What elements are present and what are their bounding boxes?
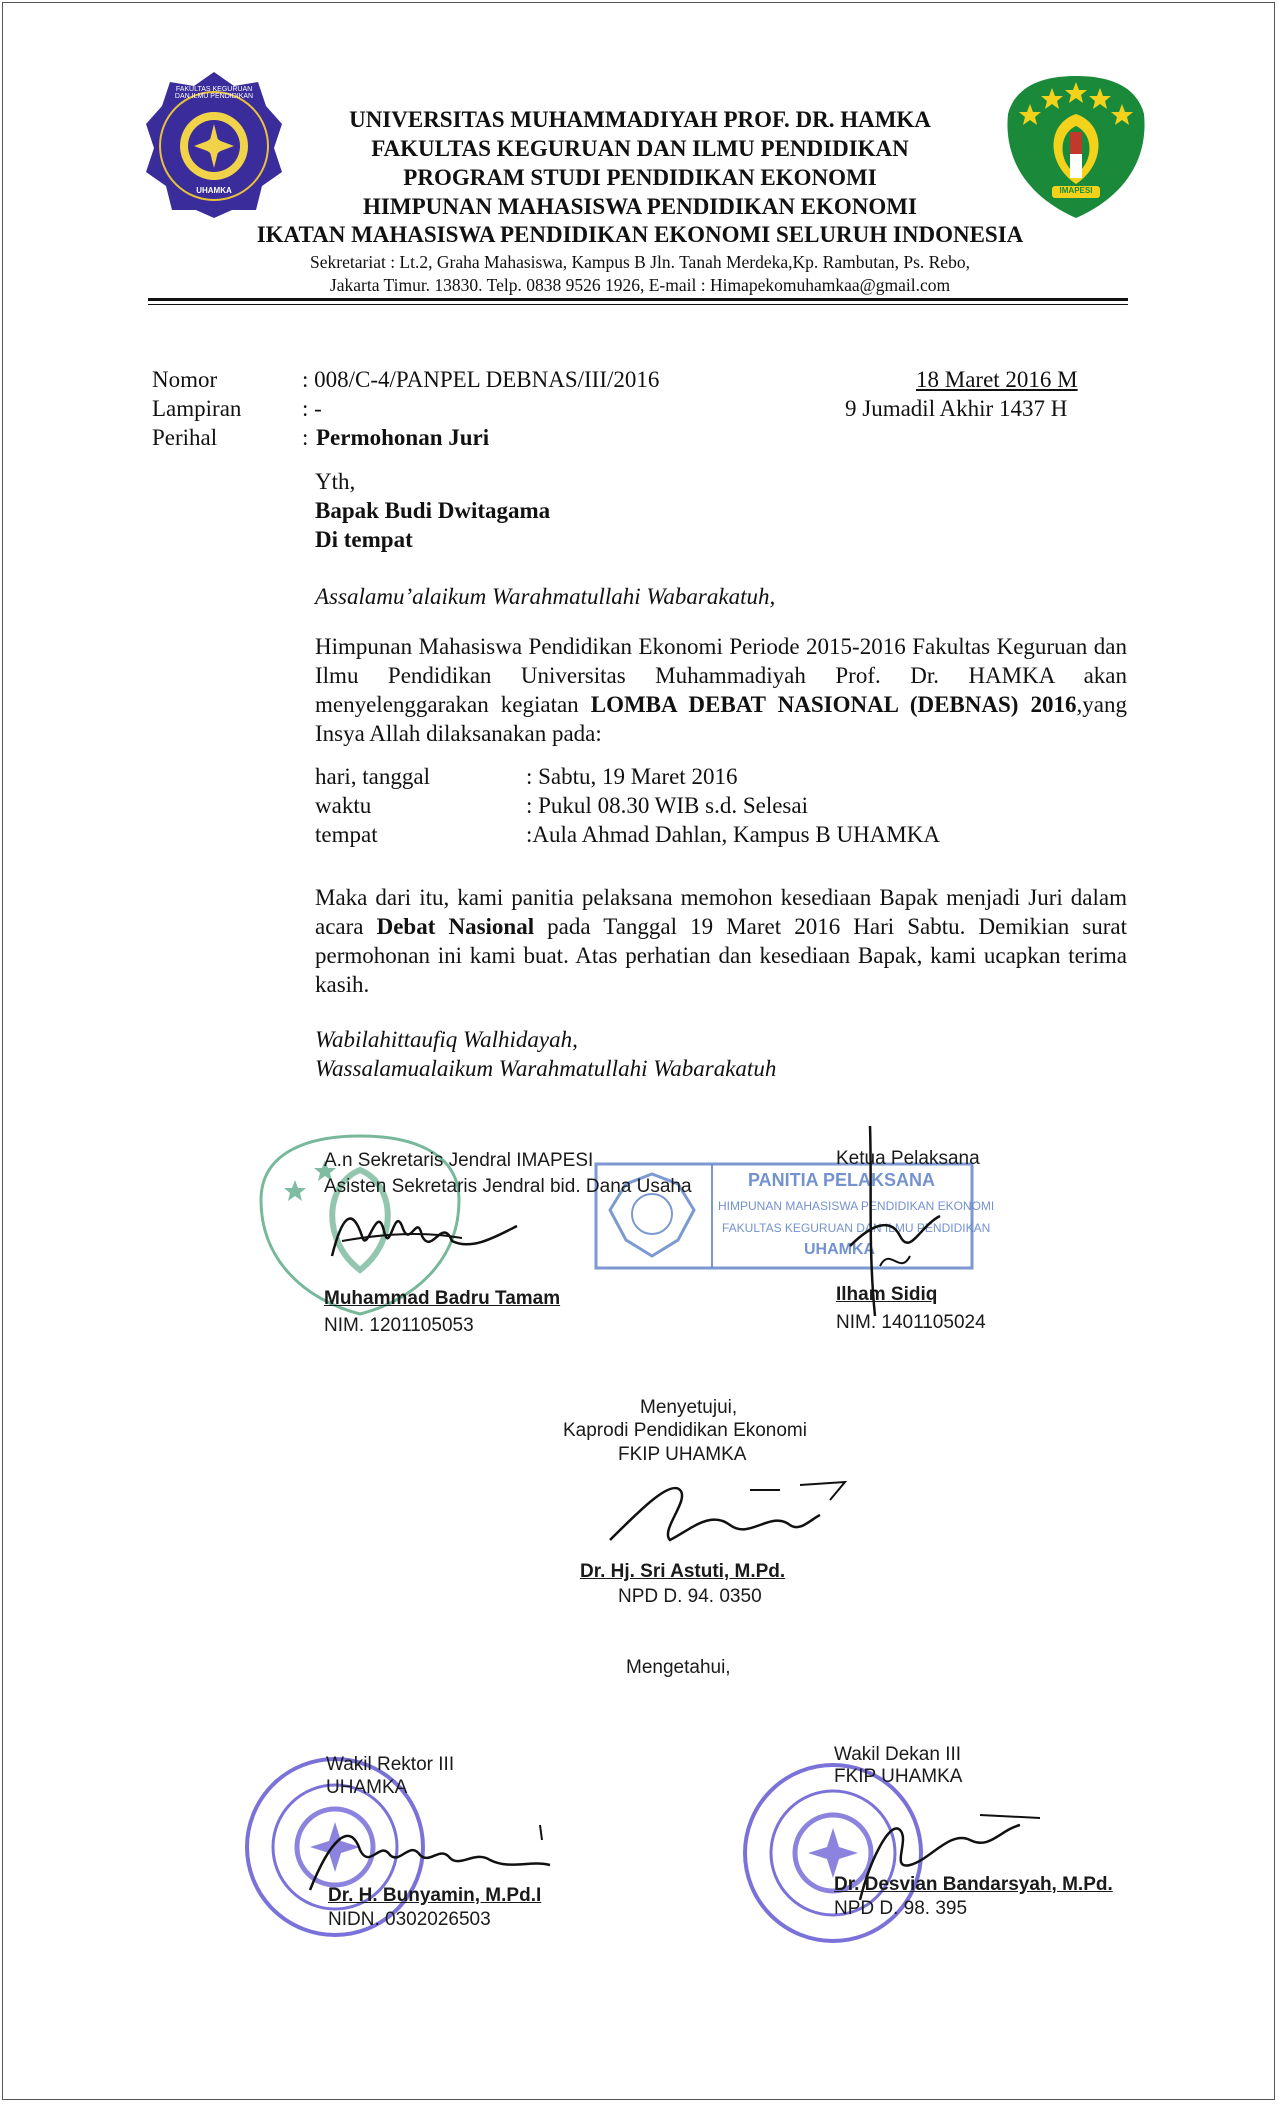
- middle-signer-id: NPD D. 94. 0350: [618, 1586, 762, 1607]
- perihal-value: Permohonan Juri: [316, 425, 490, 450]
- body2-text-b: pada Tanggal 19 Maret 2016 Hari Sabtu. Demikian surat permohonan ini kami buat. Atas perhatian dan kesediaan Bapak, kami ucapkan terima kasih.: [315, 914, 1127, 997]
- salutation: Assalamu’alaikum Warahmatullahi Wabarakatuh,: [315, 584, 776, 609]
- closing-line-1: Wabilahittaufiq Walhidayah,: [315, 1027, 578, 1052]
- body1-text-b: ,yang Insya Allah dilaksanakan pada:: [315, 692, 1127, 746]
- recipient-yth: Yth,: [315, 469, 356, 494]
- panitia-stamp-line-3: FAKULTAS KEGURUAN DAN ILMU PENDIDIKAN: [722, 1221, 991, 1235]
- middle-signer-role-1: Kaprodi Pendidikan Ekonomi: [563, 1420, 807, 1441]
- nomor-label: Nomor: [152, 367, 218, 392]
- middle-signer-label: Menyetujui,: [640, 1397, 738, 1418]
- event-value-place: :Aula Ahmad Dahlan, Kampus B UHAMKA: [526, 822, 940, 847]
- middle-signer-role-2: FKIP UHAMKA: [618, 1444, 747, 1465]
- lampiran-value: : -: [302, 396, 322, 421]
- bottom-right-id: NPD D. 98. 395: [834, 1898, 968, 1919]
- panitia-stamp-title: PANITIA PELAKSANA: [748, 1170, 936, 1190]
- letterhead-line-2: FAKULTAS KEGURUAN DAN ILMU PENDIDIKAN: [371, 136, 909, 161]
- panitia-stamp-line-2: HIMPUNAN MAHASISWA PENDIDIKAN EKONOMI: [718, 1199, 995, 1213]
- letterhead-line-4: HIMPUNAN MAHASISWA PENDIDIKAN EKONOMI: [363, 194, 917, 219]
- right-signer-name: Ilham Sidiq: [836, 1284, 938, 1305]
- page-border: [2, 2, 1275, 2100]
- body-paragraph-2: [315, 883, 1127, 999]
- panitia-stamp-line-4: UHAMKA: [804, 1241, 876, 1258]
- letterhead-divider-thick: [148, 298, 1128, 301]
- left-signer-id: NIM. 1201105053: [324, 1315, 474, 1336]
- body2-bold: Debat Nasional: [376, 914, 535, 939]
- date-hijri: 9 Jumadil Akhir 1437 H: [845, 396, 1068, 421]
- letterhead-line-3: PROGRAM STUDI PENDIDIKAN EKONOMI: [403, 165, 877, 190]
- letterhead-address-1: Sekretariat : Lt.2, Graha Mahasiswa, Kampus B Jln. Tanah Merdeka,Kp. Rambutan, Ps. Rebo,: [310, 252, 970, 272]
- body2-text-a: Maka dari itu, kami panitia pelaksana memohon kesediaan Bapak menjadi Juri dalam acara: [315, 885, 1127, 939]
- event-label-time: waktu: [315, 793, 372, 818]
- middle-signature: [600, 1470, 860, 1560]
- perihal-label: Perihal: [152, 425, 218, 450]
- bottom-right-name: Dr. Desvian Bandarsyah, M.Pd.: [834, 1874, 1113, 1895]
- left-signer-role-1: A.n Sekretaris Jendral IMAPESI: [324, 1150, 594, 1171]
- left-signer-role-2: Asisten Sekretaris Jendral bid. Dana Usaha: [324, 1176, 692, 1197]
- date-masehi: 18 Maret 2016 M: [916, 367, 1078, 392]
- letterhead-divider-thin: [148, 304, 1128, 305]
- event-label-place: tempat: [315, 822, 378, 847]
- event-value-date: : Sabtu, 19 Maret 2016: [526, 764, 738, 789]
- nomor-value: : 008/C-4/PANPEL DEBNAS/III/2016: [302, 367, 660, 392]
- bottom-left-role-1: Wakil Rektor III: [326, 1754, 455, 1775]
- body-paragraph-1: [315, 632, 1127, 748]
- event-label-date: hari, tanggal: [315, 764, 430, 789]
- body1-bold: LOMBA DEBAT NASIONAL (DEBNAS) 2016: [590, 692, 1077, 717]
- logo-left-caption-bottom: UHAMKA: [196, 186, 232, 195]
- right-signer-role: Ketua Pelaksana: [836, 1148, 980, 1169]
- letterhead-line-1: UNIVERSITAS MUHAMMADIYAH PROF. DR. HAMKA: [349, 107, 931, 132]
- recipient-place: Di tempat: [315, 527, 413, 552]
- bottom-left-id: NIDN. 0302026503: [328, 1909, 491, 1930]
- recipient-name: Bapak Budi Dwitagama: [315, 498, 551, 523]
- mengetahui-label: Mengetahui,: [626, 1657, 731, 1678]
- logo-right-caption: IMAPESI: [1059, 186, 1093, 195]
- bottom-left-name: Dr. H. Bunyamin, M.Pd.I: [328, 1885, 542, 1906]
- left-signature: [322, 1196, 522, 1276]
- letterhead-address-2: Jakarta Timur. 13830. Telp. 0838 9526 1926, E-mail : Himapekomuhamkaa@gmail.com: [329, 275, 951, 295]
- right-signer-id: NIM. 1401105024: [836, 1312, 986, 1333]
- bottom-left-role-2: UHAMKA: [326, 1777, 408, 1798]
- event-value-time: : Pukul 08.30 WIB s.d. Selesai: [526, 793, 808, 818]
- closing-line-2: Wassalamualaikum Warahmatullahi Wabarakatuh: [315, 1056, 777, 1081]
- perihal-colon: :: [302, 425, 309, 450]
- lampiran-label: Lampiran: [152, 396, 242, 421]
- letterhead-line-5: IKATAN MAHASISWA PENDIDIKAN EKONOMI SELURUH INDONESIA: [256, 222, 1024, 247]
- bottom-right-role-1: Wakil Dekan III: [834, 1744, 962, 1765]
- body1-text-a: Himpunan Mahasiswa Pendidikan Ekonomi Periode 2015-2016 Fakultas Keguruan dan Ilmu Pendidikan Universitas Muhammadiyah Prof. Dr. HAMKA akan menyelenggarakan kegiatan: [315, 634, 1127, 717]
- logo-left-caption: FAKULTAS KEGURUAN DAN ILMU PENDIDIKAN: [174, 86, 254, 100]
- left-signer-name: Muhammad Badru Tamam: [324, 1288, 561, 1309]
- bottom-right-role-2: FKIP UHAMKA: [834, 1766, 963, 1787]
- middle-signer-name: Dr. Hj. Sri Astuti, M.Pd.: [580, 1561, 786, 1582]
